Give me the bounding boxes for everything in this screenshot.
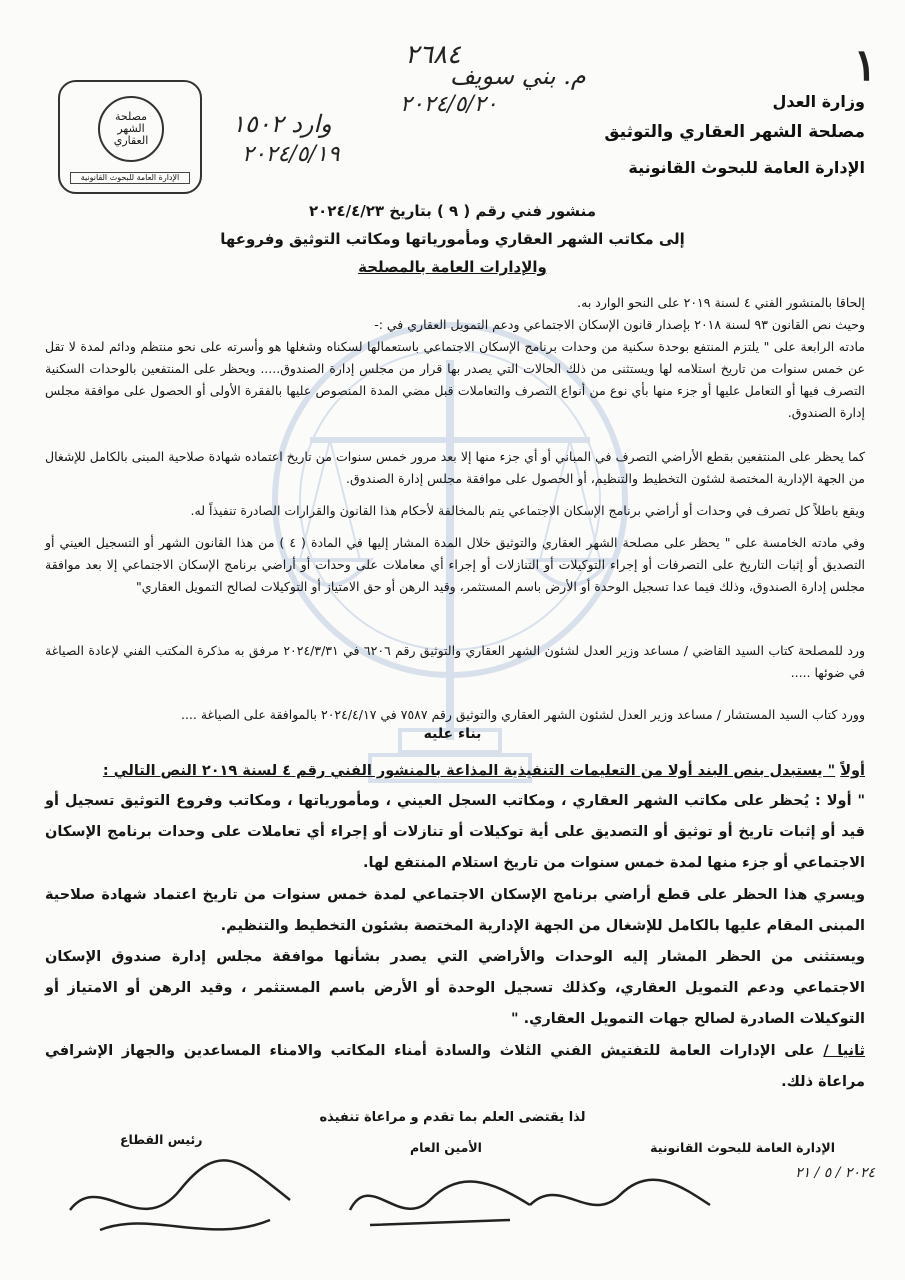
- addressees-line-2: والإدارات العامة بالمصلحة: [358, 258, 547, 276]
- sector-head-label: رئيس القطاع: [120, 1132, 203, 1147]
- seal-bottom-text: الإدارة العامة للبحوث القانونية: [70, 172, 190, 184]
- beni-suef-note: م. بني سويف: [450, 62, 586, 90]
- paragraph-5: ويقع باطلاً كل تصرف في وحدات أو أراضي برنامج الإسكان الاجتماعي يتم بالمخالفة لأحكام هذا القانون والقرارات الصادرة تنفيذاً له.: [190, 503, 865, 518]
- closing-line: لذا يقتضى العلم بما تقدم و مراعاة تنفيذه: [319, 1110, 586, 1125]
- paragraph-6: وفي مادته الخامسة على " يحظر على مصلحة الشهر العقاري والتوثيق خلال المدة المشار إليها في المادة ( ٤ ) من هذا القانون الشهر أو التسجيل العيني أو التصديق أو إثبات التاريخ على التصرفات أو إجراء التوكيلات أو التنازلات أو إجراء أي معاملات على وحدات أو أراضي برنامج الإسكان الاجتماعي إلا بعد موافقة مجلس إدارة الصندوق، وذلك فيما عدا تسجيل الوحدة أو الأرض باسم المستثمر، وقيد الرهن أو حق الامتياز أو التوكيلات لصالح التمويل العقاري": [45, 535, 865, 594]
- first-label: أولاً: [840, 763, 865, 779]
- incoming-note: وارد ١٥٠٢: [232, 110, 332, 138]
- ministry-name: وزارة العدل: [772, 92, 865, 111]
- circular-title: منشور فني رقم ( ٩ ) بتاريخ ٢٠٢٤/٤/٢٣: [308, 202, 596, 220]
- legal-research-label: الإدارة العامة للبحوث القانونية: [650, 1140, 835, 1155]
- ref-number: ٢٦٨٤: [405, 40, 461, 70]
- official-seal: [58, 80, 202, 194]
- second-text: على الإدارات العامة للتفتيش الفني الثلاث والسادة أمناء المكاتب والامناء المساعدين والجهاز الإشرافي مراعاة ذلك.: [45, 1043, 865, 1090]
- secretary-general-label: الأمين العام: [410, 1140, 482, 1155]
- paragraph-8: وورد كتاب السيد المستشار / مساعد وزير العدل لشئون الشهر العقاري والتوثيق رقم ٧٥٨٧ في ٢٠٢٤/٤/١٧ بالموافقة على الصياغة ....: [180, 707, 865, 722]
- received-date: ٢٠٢٤/٥/٢٠: [400, 92, 498, 117]
- signature-legal-research: [520, 1165, 720, 1235]
- first-text: " أولا : يُحظر على مكاتب الشهر العقاري ، ومكاتب السجل العيني ، ومأمورياتها ، ومكاتب وفروع التوثيق تسجيل أو قيد أو إثبات تاريخ أو توثيق أو التصديق على أية توكيلات أو تنازلات أو إجراء أي تعاملات على وحدات برنامج الإسكان الاجتماعي أو جزء منها لمدة خمس سنوات من تاريخ استلام المنتفع لها.: [45, 793, 865, 871]
- corner-mark: ١: [853, 40, 877, 91]
- second-label: ثانيا /: [823, 1043, 865, 1059]
- paragraph-4: كما يحظر على المنتفعين بقطع الأراضي التصرف في المباني أو أي جزء منها إلا بعد مرور خمس سنوات من تاريخ اعتماده شهادة صلاحية المبنى بالكامل للإشغال من الجهة الإدارية المختصة لشئون التخطيط والتنظيم، أو الحصول على موافقة مجلس إدارة الصندوق.: [45, 449, 865, 486]
- decision-second: [45, 1036, 865, 1098]
- paragraph-3: مادته الرابعة على " يلتزم المنتفع بوحدة سكنية من وحدات برنامج الإسكان الاجتماعي باستعمالها لسكناه وشغلها هو وأسرته على نحو منتظم ودائم لمدة لا تقل عن خمس سنوات من تاريخ استلامه لها ويستثنى من ذلك الحالات التي يصدر بها قرار من مجلس إدارة الصندوق..... ويحظر على المنتفعين بالوحدات السكنية التصرف فيها أو التعامل عليها أو جزء منها بأي نوع من أنواع التصرف والتعاملات قبل مضي المدة المنصوص عليها بالفقرة الأولى أو الحصول على موافقة مجلس إدارة الصندوق.: [45, 339, 865, 420]
- signature-secretary-general: [340, 1160, 540, 1240]
- authority-name: مصلحة الشهر العقاري والتوثيق: [604, 122, 865, 142]
- paragraph-1: إلحاقا بالمنشور الفني ٤ لسنة ٢٠١٩ على النحو الوارد به.: [577, 295, 865, 310]
- first-heading: " يستبدل بنص البند أولا من التعليمات التنفيذية المذاعة بالمنشور الفني رقم ٤ لسنة ٢٠١٩ النص التالي :: [102, 763, 836, 779]
- based-heading: بناء عليه: [423, 726, 482, 742]
- department-name: الإدارة العامة للبحوث القانونية: [628, 158, 865, 177]
- paragraph-7: ورد للمصلحة كتاب السيد القاضي / مساعد وزير العدل لشئون الشهر العقاري والتوثيق رقم ٦٢٠٦ في ٢٠٢٤/٣/٣١ مرفق به مذكرة المكتب الفني لإعادة الصياغة في ضوئها .....: [45, 643, 865, 680]
- signature-sector-head: [60, 1150, 300, 1250]
- seal-emblem: مصلحة الشهر العقاري: [98, 96, 164, 162]
- extend-text: ويسري هذا الحظر على قطع أراضي برنامج الإسكان الاجتماعي لمدة خمس سنوات من تاريخ اعتماد شهادة صلاحية المبنى المقام عليها بالكامل للإشغال من الجهة الإدارية المختصة بشئون التخطيط والتنظيم.: [45, 887, 865, 934]
- paragraph-2: وحيث نص القانون ٩٣ لسنة ٢٠١٨ بإصدار قانون الإسكان الاجتماعي ودعم التمويل العقاري في :-: [374, 317, 865, 332]
- incoming-date: ٢٠٢٤/٥/١٩: [242, 142, 340, 167]
- decision-first: [45, 756, 865, 787]
- addressees-line-1: إلى مكاتب الشهر العقاري ومأمورياتها ومكاتب التوثيق وفروعها: [220, 230, 685, 248]
- exception-text: ويستثنى من الحظر المشار إليه الوحدات والأراضي التي يصدر بشأنها موافقة مجلس إدارة صندوق الإسكان الاجتماعي ودعم التمويل العقاري، وكذلك تسجيل الوحدة أو الأرض باسم المستثمر ، وقيد الرهن أو الامتياز أو التوكيلات الصادرة لصالح جهات التمويل العقاري. ": [45, 949, 865, 1027]
- bottom-right-date: ٢٠٢٤ / ٥ / ٢١: [795, 1165, 875, 1181]
